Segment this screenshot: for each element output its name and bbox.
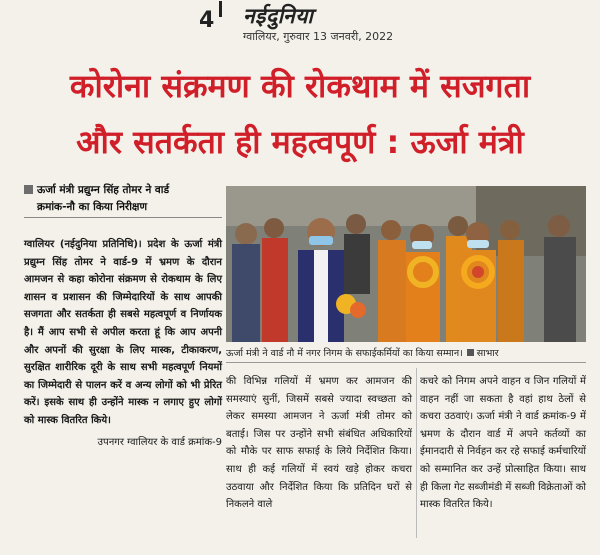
subhead-line-2: क्रमांक-नौ का किया निरीक्षण (37, 201, 148, 213)
subhead-line-1: ऊर्जा मंत्री प्रद्युम्न सिंह तोमर ने वार्ड (37, 184, 170, 196)
photo-credit: साभार (476, 348, 499, 359)
divider (226, 362, 586, 363)
article-text-right: कचरे को निगम अपने वाहन व जिन गलियों में वाहन नहीं जा सकता है वहां हाथ ठेलों से कचरा उठवाएं। ऊर्जा मंत्री ने वार्ड क्रमांक-9 में भ्रमण के दौरान वार्ड में अपने कर्तव्यों का ईमानदारी से निर्वहन कर रहे सफाई कर्मचारियों को सम्मानित कर उन्हें प्रोत्साहित किया। साथ ही किला गेट सब्जीमंडी में सब्जी विक्रेताओं को मास्क वितरित किये। (420, 376, 586, 511)
byline: ग्वालियर (नईदुनिया प्रतिनिधि)। (24, 239, 142, 250)
headline-line-2: और सतर्कता ही महत्वपूर्ण : ऊर्जा मंत्री (76, 123, 524, 161)
divider (24, 217, 222, 218)
article-text-left: प्रदेश के ऊर्जा मंत्री प्रद्युम्न सिंह तोमर ने वार्ड-9 में भ्रमण के दौरान आमजन से कहा कोरोना संक्रमण से रोकथाम के लिए शासन व प्रशासन की जिम्मेदारियों के साथ आपकी सजगता और सतर्कता ही सबसे महत्वपूर्ण व निर्णायक है। मैं आप सभी से अपील करता हूं कि आप अपनी और अपनों की सुरक्षा के लिए मास्क, टीकाकरण, सुरक्षित शारीरिक दूरी के साथ सभी महत्वपूर्ण नियमों का जिम्मेदारी से पालन करें व अन्य लोगों को भी प्रेरित करें। इसके साथ ही उन्होंने मास्क न लगाए हुए लोगों को मास्क वितरित किये। (24, 239, 223, 426)
newspaper-brand: नईदुनिया (243, 4, 314, 28)
photo-caption (226, 346, 586, 359)
news-photo (226, 186, 586, 342)
subheadline (24, 182, 229, 216)
headline-line-1: कोरोना संक्रमण की रोकथाम में सजगता (69, 67, 531, 105)
bullet-square-icon (24, 185, 33, 194)
masthead-logo-mark (219, 1, 241, 17)
article-text-left-tail: उपनगर ग्वालियर के वार्ड क्रमांक-9 (97, 436, 222, 448)
article-column-right (420, 373, 586, 514)
page-number: 4 (199, 8, 215, 33)
caption-text: ऊर्जा मंत्री ने वार्ड नौ में नगर निगम के सफाईकर्मियों का किया सम्मान। (226, 348, 463, 359)
column-divider (416, 368, 417, 538)
article-column-middle (226, 373, 412, 514)
article-column-left (24, 236, 222, 451)
article-text-middle: की विभिन्न गलियों में भ्रमण कर आमजन की समस्याएं सुनीं, जिसमें सबसे ज्यादा स्वच्छता को लेकर समस्या आमजन ने ऊर्जा मंत्री तोमर को बताई। जिस पर उन्होंने सभी संबंधित अधिकारियों को मौके पर साफ सफाई के लिये निर्देशित किया। साथ ही कई गलियों में स्वयं खड़े होकर कचरा उठवाया और निर्देशित किया कि प्रतिदिन घरों से निकलने वाले (226, 376, 412, 511)
dateline: ग्वालियर, गुरुवार 13 जनवरी, 2022 (243, 30, 394, 43)
credit-square-icon (467, 349, 474, 356)
